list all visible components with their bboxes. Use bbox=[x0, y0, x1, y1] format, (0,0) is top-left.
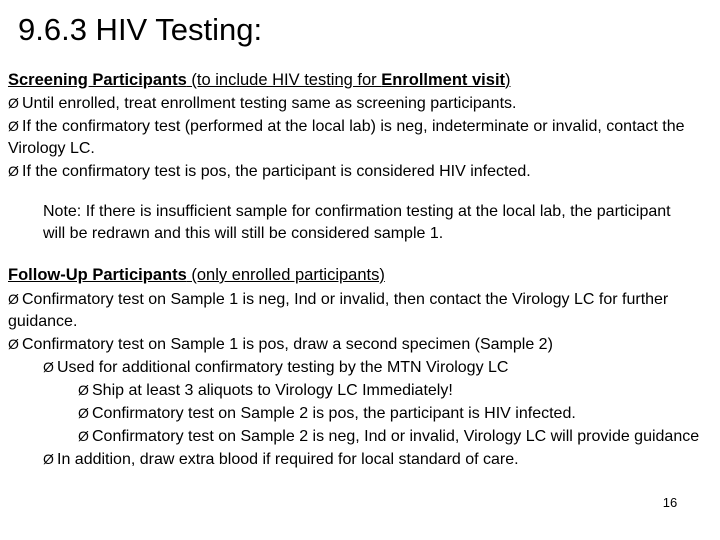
arrow-bullet-icon: Ø bbox=[8, 291, 19, 307]
list-item bbox=[8, 448, 712, 471]
bullet-text: Used for additional confirmatory testing by the MTN Virology LC bbox=[57, 359, 509, 376]
list-item bbox=[8, 333, 712, 356]
page-number: 16 bbox=[662, 495, 678, 510]
list-item bbox=[8, 379, 712, 402]
heading-text: (only enrolled participants) bbox=[186, 266, 385, 284]
arrow-bullet-icon: Ø bbox=[8, 118, 19, 134]
heading-text: (to include HIV testing for bbox=[186, 71, 382, 89]
bullet-text: Confirmatory test on Sample 1 is pos, draw a second specimen (Sample 2) bbox=[22, 336, 553, 353]
bullet-text: Confirmatory test on Sample 2 is neg, Ind or invalid, Virology LC will provide guidance bbox=[92, 428, 700, 445]
bullet-text: Confirmatory test on Sample 2 is pos, the participant is HIV infected. bbox=[92, 405, 576, 422]
arrow-bullet-icon: Ø bbox=[78, 382, 89, 398]
list-item bbox=[8, 288, 712, 333]
section-heading-follow-up bbox=[8, 265, 385, 285]
list-item bbox=[8, 92, 712, 115]
list-item bbox=[8, 402, 712, 425]
section-heading-screening bbox=[8, 70, 511, 90]
arrow-bullet-icon: Ø bbox=[43, 451, 54, 467]
heading-bold-text: Follow-Up Participants bbox=[8, 266, 187, 284]
heading-bold-text: Enrollment visit bbox=[381, 71, 506, 89]
heading-text: ) bbox=[505, 71, 511, 89]
bullet-text: If the confirmatory test (performed at the local lab) is neg, indeterminate or invalid, contact the Virology LC. bbox=[8, 118, 685, 157]
list-item bbox=[8, 425, 712, 448]
bullet-text: If the confirmatory test is pos, the participant is considered HIV infected. bbox=[22, 163, 531, 180]
list-item bbox=[8, 356, 712, 379]
arrow-bullet-icon: Ø bbox=[78, 405, 89, 421]
arrow-bullet-icon: Ø bbox=[78, 428, 89, 444]
bullet-text: Until enrolled, treat enrollment testing same as screening participants. bbox=[22, 95, 517, 112]
screening-bullet-list bbox=[8, 92, 712, 183]
slide-title: 9.6.3 HIV Testing: bbox=[18, 12, 263, 47]
bullet-text: Ship at least 3 aliquots to Virology LC Immediately! bbox=[92, 382, 453, 399]
arrow-bullet-icon: Ø bbox=[8, 336, 19, 352]
bullet-text: In addition, draw extra blood if required for local standard of care. bbox=[57, 451, 519, 468]
note-text: Note: If there is insufficient sample for confirmation testing at the local lab, the participant will be redrawn and this will still be considered sample 1. bbox=[43, 203, 671, 242]
heading-bold-text: Screening Participants bbox=[8, 71, 187, 89]
list-item bbox=[8, 160, 712, 183]
follow-up-bullet-list bbox=[8, 288, 712, 471]
arrow-bullet-icon: Ø bbox=[43, 359, 54, 375]
list-item bbox=[8, 115, 712, 160]
arrow-bullet-icon: Ø bbox=[8, 163, 19, 179]
arrow-bullet-icon: Ø bbox=[8, 95, 19, 111]
bullet-text: Confirmatory test on Sample 1 is neg, Ind or invalid, then contact the Virology LC for further guidance. bbox=[8, 291, 669, 330]
